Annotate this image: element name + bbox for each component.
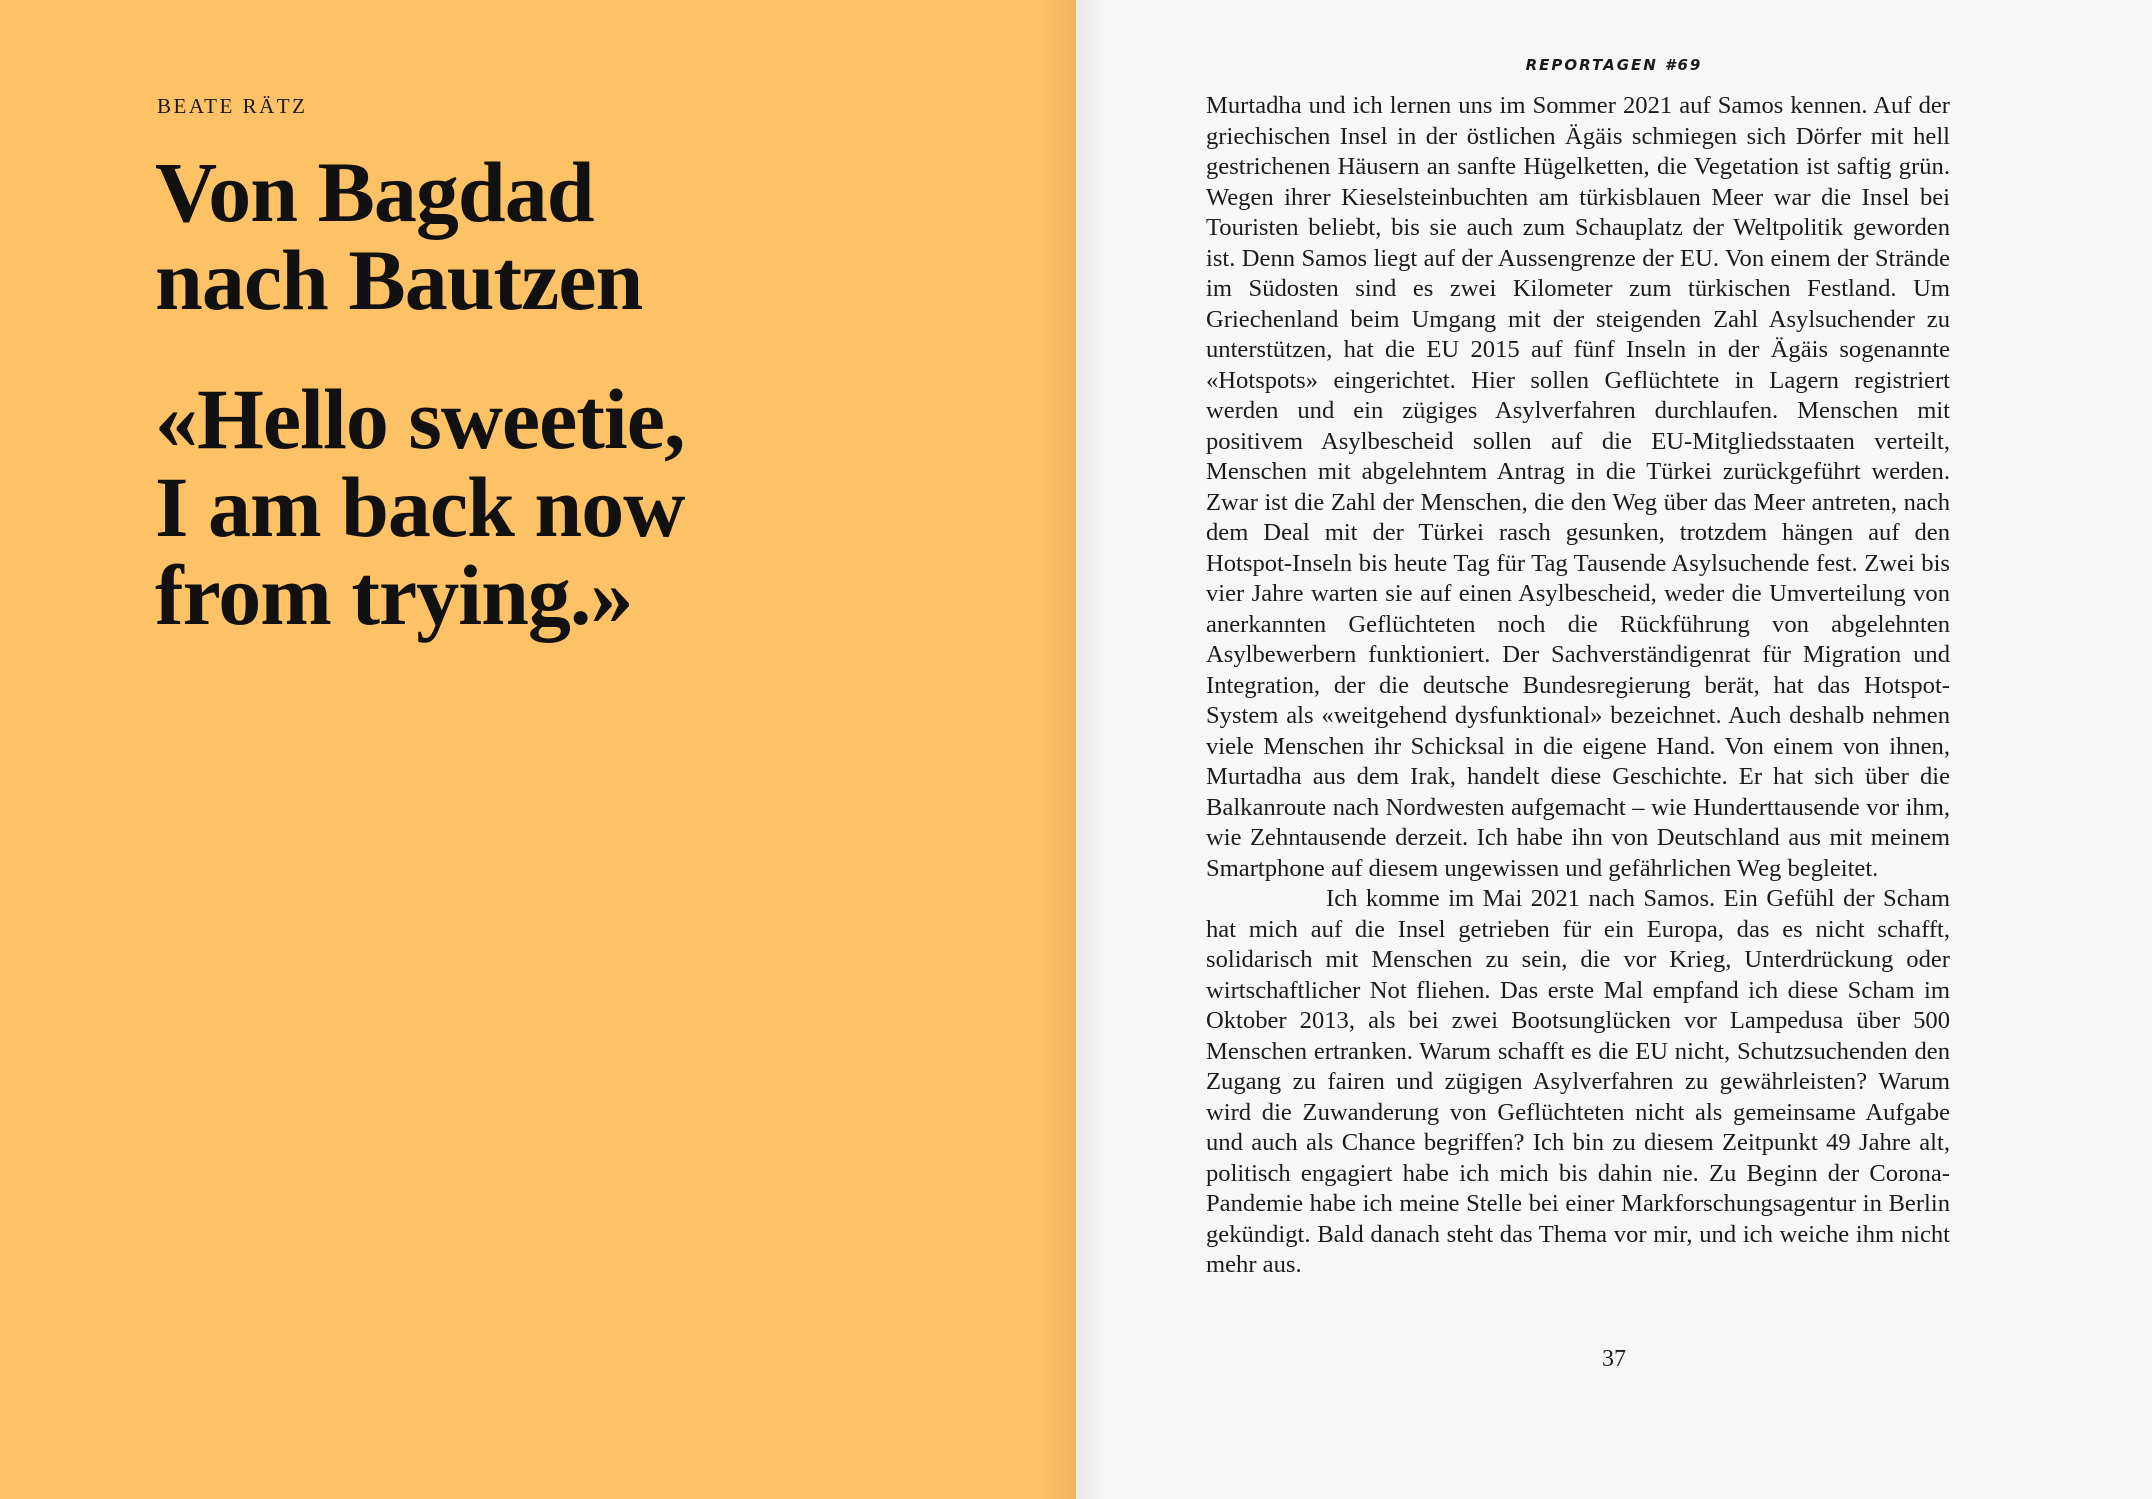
right-page: [1076, 0, 2152, 1499]
body-paragraph: Murtadha und ich lernen uns im Sommer 2021 auf Samos kennen. Auf der griechischen Insel in der östlichen Ägäis schmiegen sich Dörfer mit hell gestrichenen Häusern an sanfte Hügelketten, die Vegetation ist saftig grün. Wegen ihrer Kieselsteinbuchten am türkisblauen Meer war die Insel bei Touristen beliebt, bis sie auch zum Schauplatz der Weltpolitik geworden ist. Denn Samos liegt auf der Aussengrenze der EU. Von einem der Strände im Südosten sind es zwei Kilometer zum türkischen Festland. Um Griechenland beim Umgang mit der steigenden Zahl Asylsuchender zu unterstützen, hat die EU 2015 auf fünf Inseln in der Ägäis sogenannte «Hotspots» eingerichtet. Hier sollen Geflüchtete in Lagern registriert werden und ein zügiges Asylverfahren durchlaufen. Menschen mit positivem Asylbescheid sollen auf die EU-Mitgliedsstaaten verteilt, Menschen mit abgelehntem Antrag in die Türkei zurückgeführt werden. Zwar ist die Zahl der Menschen, die den Weg über das Meer antreten, nach dem Deal mit der Türkei rasch gesunken, trotzdem hängen auf den Hotspot-Inseln bis heute Tag für Tag Tausende Asylsuchende fest. Zwei bis vier Jahre warten sie auf einen Asylbescheid, weder die Umverteilung von anerkannten Geflüchteten noch die Rückführung von abgelehnten Asylbewerbern funktioniert. Der Sachverständigenrat für Migration und Integration, der die deutsche Bundesregierung berät, hat das Hotspot-System als «weitgehend dysfunktional» bezeichnet. Auch deshalb nehmen viele Menschen ihr Schicksal in die eigene Hand. Von einem von ihnen, Murtadha aus dem Irak, handelt diese Geschichte. Er hat sich über die Balkanroute nach Nordwesten aufgemacht – wie Hunderttausende vor ihm, wie Zehntausende derzeit. Ich habe ihn von Deutschland aus mit meinem Smartphone auf diesem ungewissen und gefährlichen Weg begleitet.: [1206, 92, 1950, 882]
body-paragraph: Ich komme im Mai 2021 nach Samos. Ein Gefühl der Scham hat mich auf die Insel getrieben für ein Europa, das es nicht schafft, solidarisch mit Menschen zu sein, die vor Krieg, Unterdrückung oder wirtschaftlicher Not fliehen. Das erste Mal empfand ich diese Scham im Oktober 2013, als bei zwei Bootsunglücken vor Lampedusa über 500 Menschen ertranken. Warum schafft es die EU nicht, Schutzsuchenden den Zugang zu fairen und zügigen Asylverfahren zu gewährleisten? Warum wird die Zuwanderung von Geflüchteten nicht als gemeinsame Aufgabe und auch als Chance begriffen? Ich bin zu diesem Zeitpunkt 49 Jahre alt, politisch engagiert habe ich mich bis dahin nie. Zu Beginn der Corona-Pandemie habe ich meine Stelle bei einer Markforschungsagentur in Berlin gekündigt. Bald danach steht das Thema vor mir, und ich weiche ihm nicht mehr aus.: [1206, 885, 1950, 1278]
running-head: REPORTAGEN #69: [1525, 56, 1703, 74]
page-number: 37: [1602, 1346, 1626, 1372]
title-line: Von Bagdad: [155, 144, 594, 240]
article-body: [1206, 91, 1950, 1281]
title-line: nach Bautzen: [155, 232, 643, 328]
quote-line: «Hello sweetie,: [155, 371, 685, 467]
pull-quote: [155, 371, 685, 643]
quote-line: I am back now: [155, 459, 685, 555]
article-title: [155, 144, 643, 328]
quote-line: from trying.»: [155, 547, 633, 643]
author-name: BEATE RÄTZ: [157, 94, 308, 118]
